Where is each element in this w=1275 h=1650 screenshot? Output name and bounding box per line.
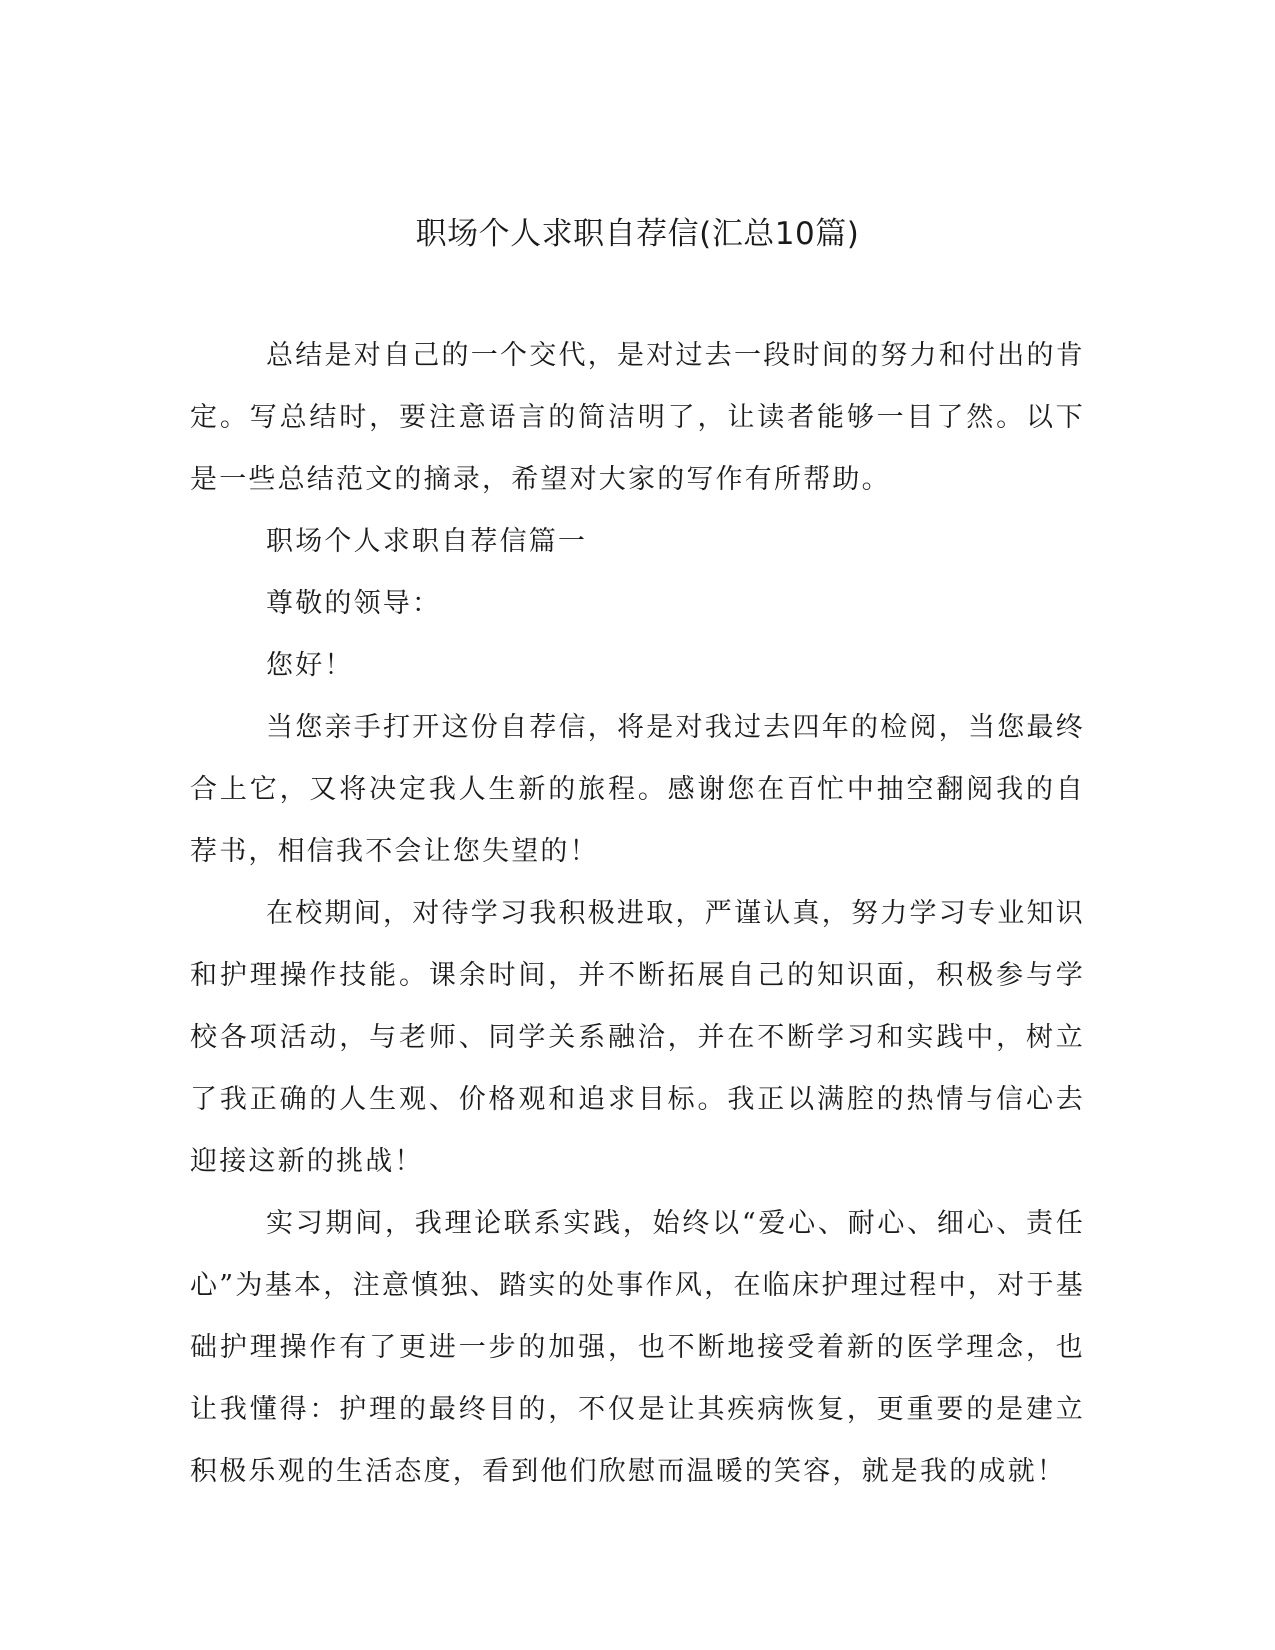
body-paragraph: 当您亲手打开这份自荐信，将是对我过去四年的检阅，当您最终合上它，又将决定我人生新的旅程。感谢您在百忙中抽空翻阅我的自荐书，相信我不会让您失望的！ (190, 712, 1085, 867)
greeting: 您好！ (266, 650, 354, 681)
section-heading: 职场个人求职自荐信篇一 (266, 526, 588, 557)
body-paragraph: 实习期间，我理论联系实践，始终以“爱心、耐心、细心、责任心”为基本，注意慎独、踏实的处事作风，在临床护理过程中，对于基础护理操作有了更进一步的加强，也不断地接受着新的医学理念，也让我懂得：护理的最终目的，不仅是让其疾病恢复，更重要的是建立积极乐观的生活态度，看到他们欣慰而温暖的笑容，就是我的成就！ (190, 1208, 1085, 1487)
intro-paragraph: 总结是对自己的一个交代，是对过去一段时间的努力和付出的肯定。写总结时，要注意语言的简洁明了，让读者能够一目了然。以下是一些总结范文的摘录，希望对大家的写作有所帮助。 (190, 340, 1085, 495)
document-title: 职场个人求职自荐信(汇总10篇) (415, 216, 860, 252)
body-paragraph: 在校期间，对待学习我积极进取，严谨认真，努力学习专业知识和护理操作技能。课余时间，并不断拓展自己的知识面，积极参与学校各项活动，与老师、同学关系融洽，并在不断学习和实践中，树立了我正确的人生观、价格观和追求目标。我正以满腔的热情与信心去迎接这新的挑战！ (190, 898, 1085, 1177)
document-body (190, 325, 1085, 1503)
salutation: 尊敬的领导： (266, 588, 442, 619)
